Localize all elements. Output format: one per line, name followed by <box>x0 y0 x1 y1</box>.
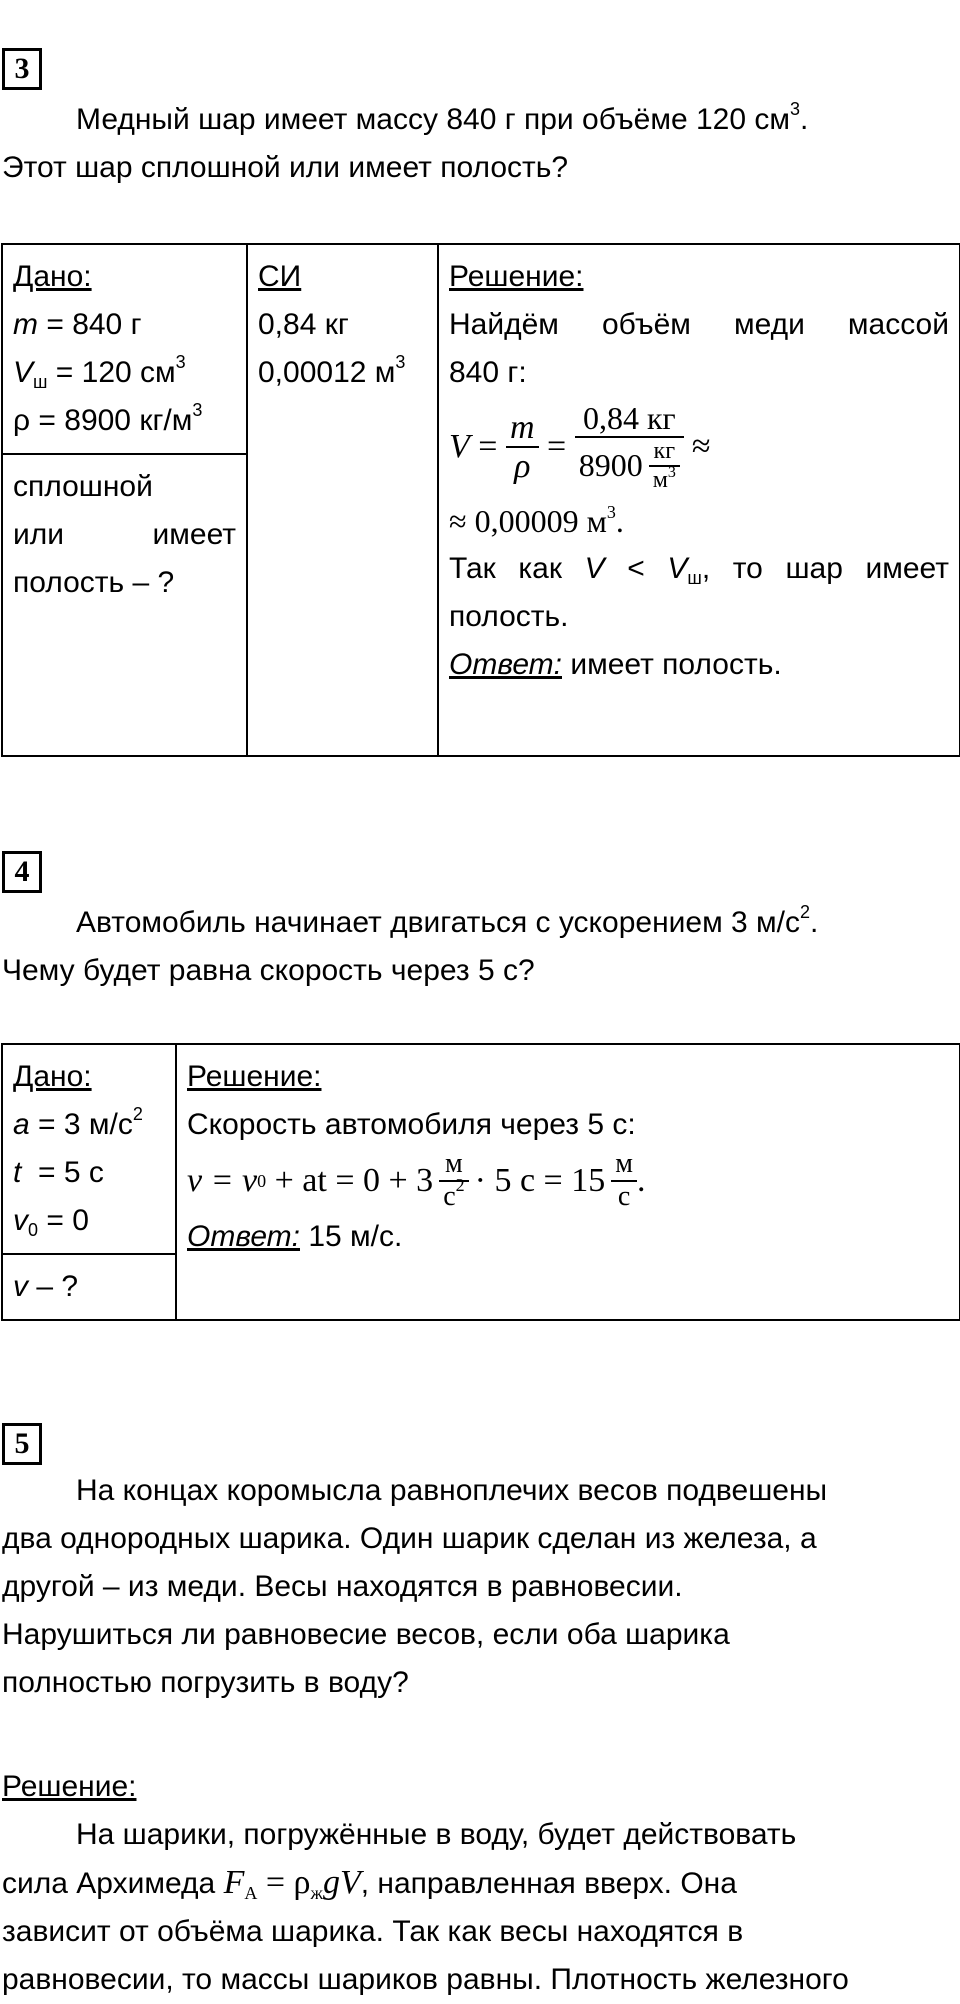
task5-p2-line2: сила Архимеда $F_A = \rho_жgV$, направленная вверх. Она <box>2 1864 737 1903</box>
task3-given-m: m = 840 г <box>13 308 142 341</box>
task3-statement <box>2 96 952 192</box>
task5-p2-line4: равновесии, то массы шариков равны. Плотность железного <box>2 1963 849 1996</box>
task4-solution-cell <box>176 1044 960 1320</box>
task4-answer: Ответ: 15 м/с. <box>187 1220 403 1253</box>
task3-given-v: $V_ш = 120$ $см^3$ <box>13 352 186 392</box>
task5-solution <box>2 1763 952 2004</box>
task5-p1-line1: На концах коромысла равноплечих весов подвешены <box>76 1474 828 1507</box>
task3-si-1: 0,84 кг <box>258 308 349 341</box>
task3-answer: Ответ: имеет полость. <box>449 648 782 681</box>
task4-given-header: Дано: <box>13 1060 92 1093</box>
task3-conclusion: Так как $V < V_ш$, то шар имеет <box>449 552 949 588</box>
task4-line1-sup: 2 <box>800 902 811 922</box>
task4-table <box>1 1043 960 1321</box>
task3-result: ≈ 0,00009 $м^3$. <box>449 502 624 539</box>
task5-p1-line4: Нарушиться ли равновесие весов, если оба шарика <box>2 1618 730 1651</box>
task-number-4: 4 <box>2 851 42 893</box>
task3-given-header: Дано: <box>13 260 92 293</box>
task5-p1-line3: другой – из меди. Весы находятся в равновесии. <box>2 1570 683 1603</box>
task4-given-t: t = 5 с <box>13 1156 104 1189</box>
task4-line1-end: . <box>810 906 819 939</box>
task4-find: v – ? <box>13 1270 79 1303</box>
task4-statement <box>2 899 952 995</box>
task3-formula: V = $\frac{m}{\rho}$ = 0,84 кг 8900 $\frac{кг}{м^3}$ ≈ <box>449 400 711 493</box>
task4-line2: Чему будет равна скорость через 5 с? <box>2 954 535 987</box>
task5-statement <box>2 1467 952 1707</box>
task3-solution-cell <box>438 244 960 756</box>
task4-sol-line1: Скорость автомобиля через 5 с: <box>187 1108 636 1141</box>
task5-p1-line5: полностью погрузить в воду? <box>2 1666 409 1699</box>
task3-sol-line1: Найдём объём меди массой <box>449 308 949 341</box>
task-number-3: 3 <box>2 48 42 90</box>
task3-given-cell <box>2 244 247 454</box>
task3-find-a: сплошной <box>13 470 153 503</box>
task3-find-c: полость – ? <box>13 566 175 599</box>
task3-line1-end: . <box>800 103 809 136</box>
task5-p2-line3: зависит от объёма шарика. Так как весы находятся в <box>2 1915 744 1948</box>
task3-si-2: 0,00012 $м^3$ <box>258 352 406 389</box>
task5-p2-line1: На шарики, погружённые в воду, будет действовать <box>76 1818 797 1851</box>
task4-given-a: a = 3 $м/с^2$ <box>13 1104 143 1141</box>
task3-si-header: СИ <box>258 260 302 293</box>
task4-sol-header: Решение: <box>187 1060 322 1093</box>
task3-sol-line2: 840 г: <box>449 356 527 389</box>
task3-find-cell <box>2 454 247 756</box>
task5-sol-header: Решение: <box>2 1770 137 1803</box>
task3-conclusion-end: полость. <box>449 600 569 633</box>
task3-given-rho: ρ = 8900 $кг/м^3$ <box>13 400 203 437</box>
task3-si-cell <box>247 244 438 756</box>
task4-line1: Автомобиль начинает двигаться с ускорением 3 м/с <box>76 906 801 939</box>
task4-given-v0: $v_0 = 0$ <box>13 1204 89 1240</box>
task3-find-b: или имеет <box>13 518 236 551</box>
task4-given-cell <box>2 1044 176 1254</box>
task3-line2: Этот шар сплошной или имеет полость? <box>2 151 569 184</box>
task4-find-cell <box>2 1254 176 1320</box>
task3-sol-header: Решение: <box>449 260 584 293</box>
task3-line1: Медный шар имеет массу 840 г при объёме 120 см <box>76 103 790 136</box>
task5-p1-line2: два однородных шарика. Один шарик сделан из железа, а <box>2 1522 817 1555</box>
task4-formula: v = v 0 + at = 0 + 3 $\frac{м}{с^2}$ · 5 с = 15 $\frac{м}{с}$ . <box>187 1148 646 1212</box>
task-number-5: 5 <box>2 1423 42 1465</box>
task3-table <box>1 243 960 757</box>
task3-line1-sup: 3 <box>789 99 800 119</box>
